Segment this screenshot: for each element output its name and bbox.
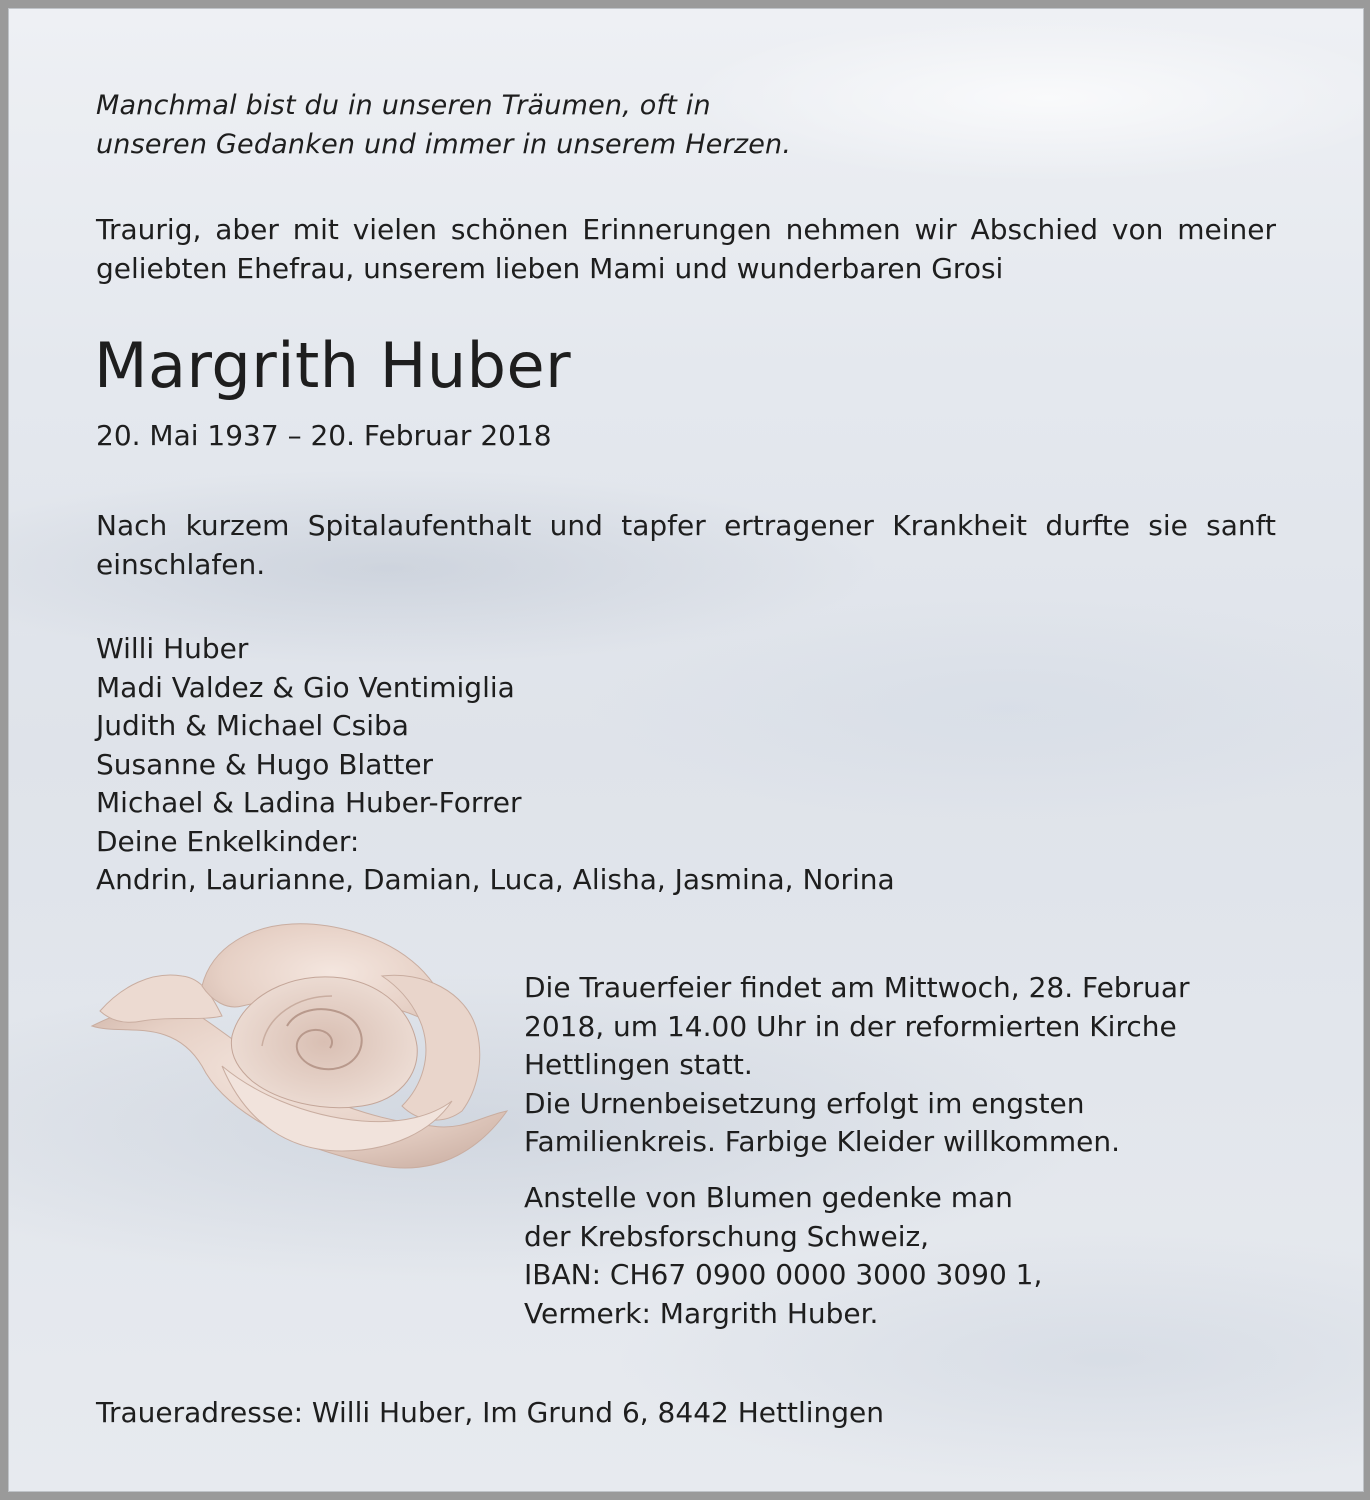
donation-line: der Krebsforschung Schweiz, — [524, 1219, 930, 1253]
motto-quote — [96, 86, 996, 164]
passing-message: Nach kurzem Spitalaufenthalt und tapfer ertragener Krankheit durfte sie sanft einschlafen. — [96, 509, 1276, 581]
mourner-line: Deine Enkelkinder: — [96, 824, 360, 858]
donation-line: Anstelle von Blumen gedenke man — [524, 1181, 1013, 1214]
service-info — [524, 969, 1190, 1162]
mourner-line: Andrin, Laurianne, Damian, Luca, Alisha, Jasmina, Norina — [96, 863, 895, 896]
service-line: Die Trauerfeier findet am Mittwoch, 28. Februar — [524, 971, 1190, 1004]
rose-image — [82, 916, 512, 1186]
service-line: Die Urnenbeisetzung erfolgt im engsten — [524, 1086, 1085, 1120]
donation-info — [524, 1179, 1042, 1333]
service-line: Hettlingen statt. — [524, 1048, 753, 1081]
donation-line: Vermerk: Margrith Huber. — [524, 1296, 879, 1330]
intro-text: Traurig, aber mit vielen schönen Erinnerungen nehmen wir Abschied von meiner geliebten Ehefrau, unserem lieben Mami und wunderbaren Grosi — [96, 213, 1276, 285]
mourner-line: Willi Huber — [96, 632, 249, 665]
deceased-name: Margrith Huber — [94, 329, 572, 402]
mourner-line: Madi Valdez & Gio Ventimiglia — [96, 670, 515, 704]
motto-line: Manchmal bist du in unseren Träumen, oft in — [96, 90, 711, 121]
mourners-list — [96, 630, 895, 900]
donation-line: IBAN: CH67 0900 0000 3000 3090 1, — [524, 1258, 1043, 1291]
motto-line: unseren Gedanken und immer in unserem Herzen. — [96, 129, 792, 160]
mourner-line: Susanne & Hugo Blatter — [96, 747, 434, 781]
service-line: Familienkreis. Farbige Kleider willkommen. — [524, 1125, 1121, 1158]
mourner-line: Judith & Michael Csiba — [96, 709, 409, 742]
mourning-address: Traueradresse: Willi Huber, Im Grund 6, 8442 Hettlingen — [96, 1396, 885, 1429]
obituary-notice — [8, 8, 1364, 1492]
life-dates: 20. Mai 1937 – 20. Februar 2018 — [96, 419, 552, 452]
service-line: 2018, um 14.00 Uhr in der reformierten Kirche — [524, 1009, 1177, 1043]
mourner-line: Michael & Ladina Huber-Forrer — [96, 786, 522, 819]
